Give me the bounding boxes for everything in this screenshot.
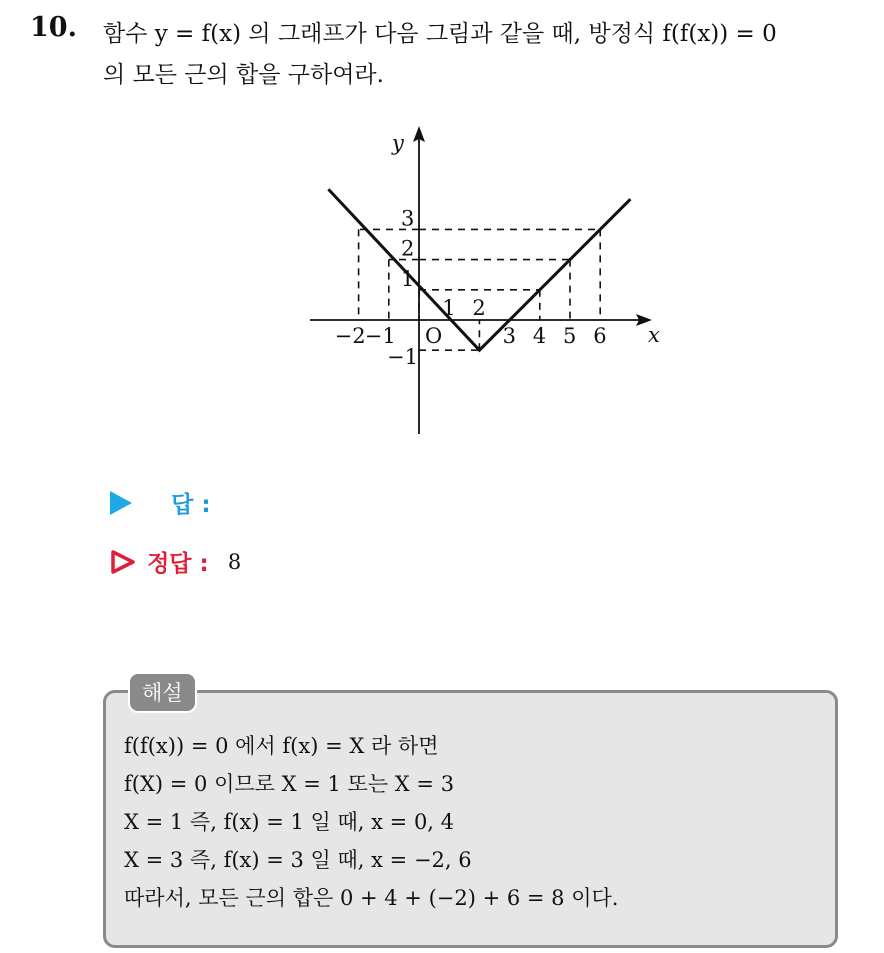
x-tick-label: 3 [502,324,516,348]
solution-text [124,727,824,917]
triangle-outline-icon [110,549,136,575]
x-tick-label: 6 [593,324,607,348]
x-tick-label: 5 [563,324,577,348]
x-axis-label: x [648,323,660,347]
function-graph [300,122,660,442]
solution-line: X = 1 즉, f(x) = 1 일 때, x = 0, 4 [124,810,455,834]
solution-line: f(f(x)) = 0 에서 f(x) = X 라 하면 [124,734,439,758]
x-tick-label: −1 [364,324,396,348]
y-axis-label: y [392,131,404,155]
answer-blank-label: 답 : [171,492,211,518]
solution-line: 따라서, 모든 근의 합은 0 + 4 + (−2) + 6 = 8 이다. [124,886,619,910]
y-tick-label: −1 [387,345,418,370]
question-number: 10. [30,12,77,43]
y-tick-label: 3 [401,206,415,231]
question-line-1: 함수 y = f(x) 의 그래프가 다음 그림과 같을 때, 방정식 f(f(x)) = 0 [103,21,777,47]
correct-answer-label: 정답 : [147,551,209,577]
x-tick-label: −2 [334,324,366,348]
solution-line: f(X) = 0 이므로 X = 1 또는 X = 3 [124,772,455,796]
correct-answer-value: 8 [227,549,242,574]
solution-line: X = 3 즉, f(x) = 3 일 때, x = −2, 6 [124,848,472,872]
y-tick-label: 2 [401,236,415,261]
x-tick-label: 1 [442,296,456,320]
x-tick-label: 2 [472,296,486,320]
triangle-filled-icon [110,491,132,515]
correct-answer-row [110,545,241,578]
origin-label: O [425,324,443,348]
answer-blank-row [110,486,211,519]
solution-tag: 해설 [128,672,197,713]
question-line-2: 의 모든 근의 합을 구하여라. [103,62,384,88]
x-tick-label: 4 [532,324,547,348]
question-text [103,14,863,96]
y-tick-label: 1 [401,266,415,291]
